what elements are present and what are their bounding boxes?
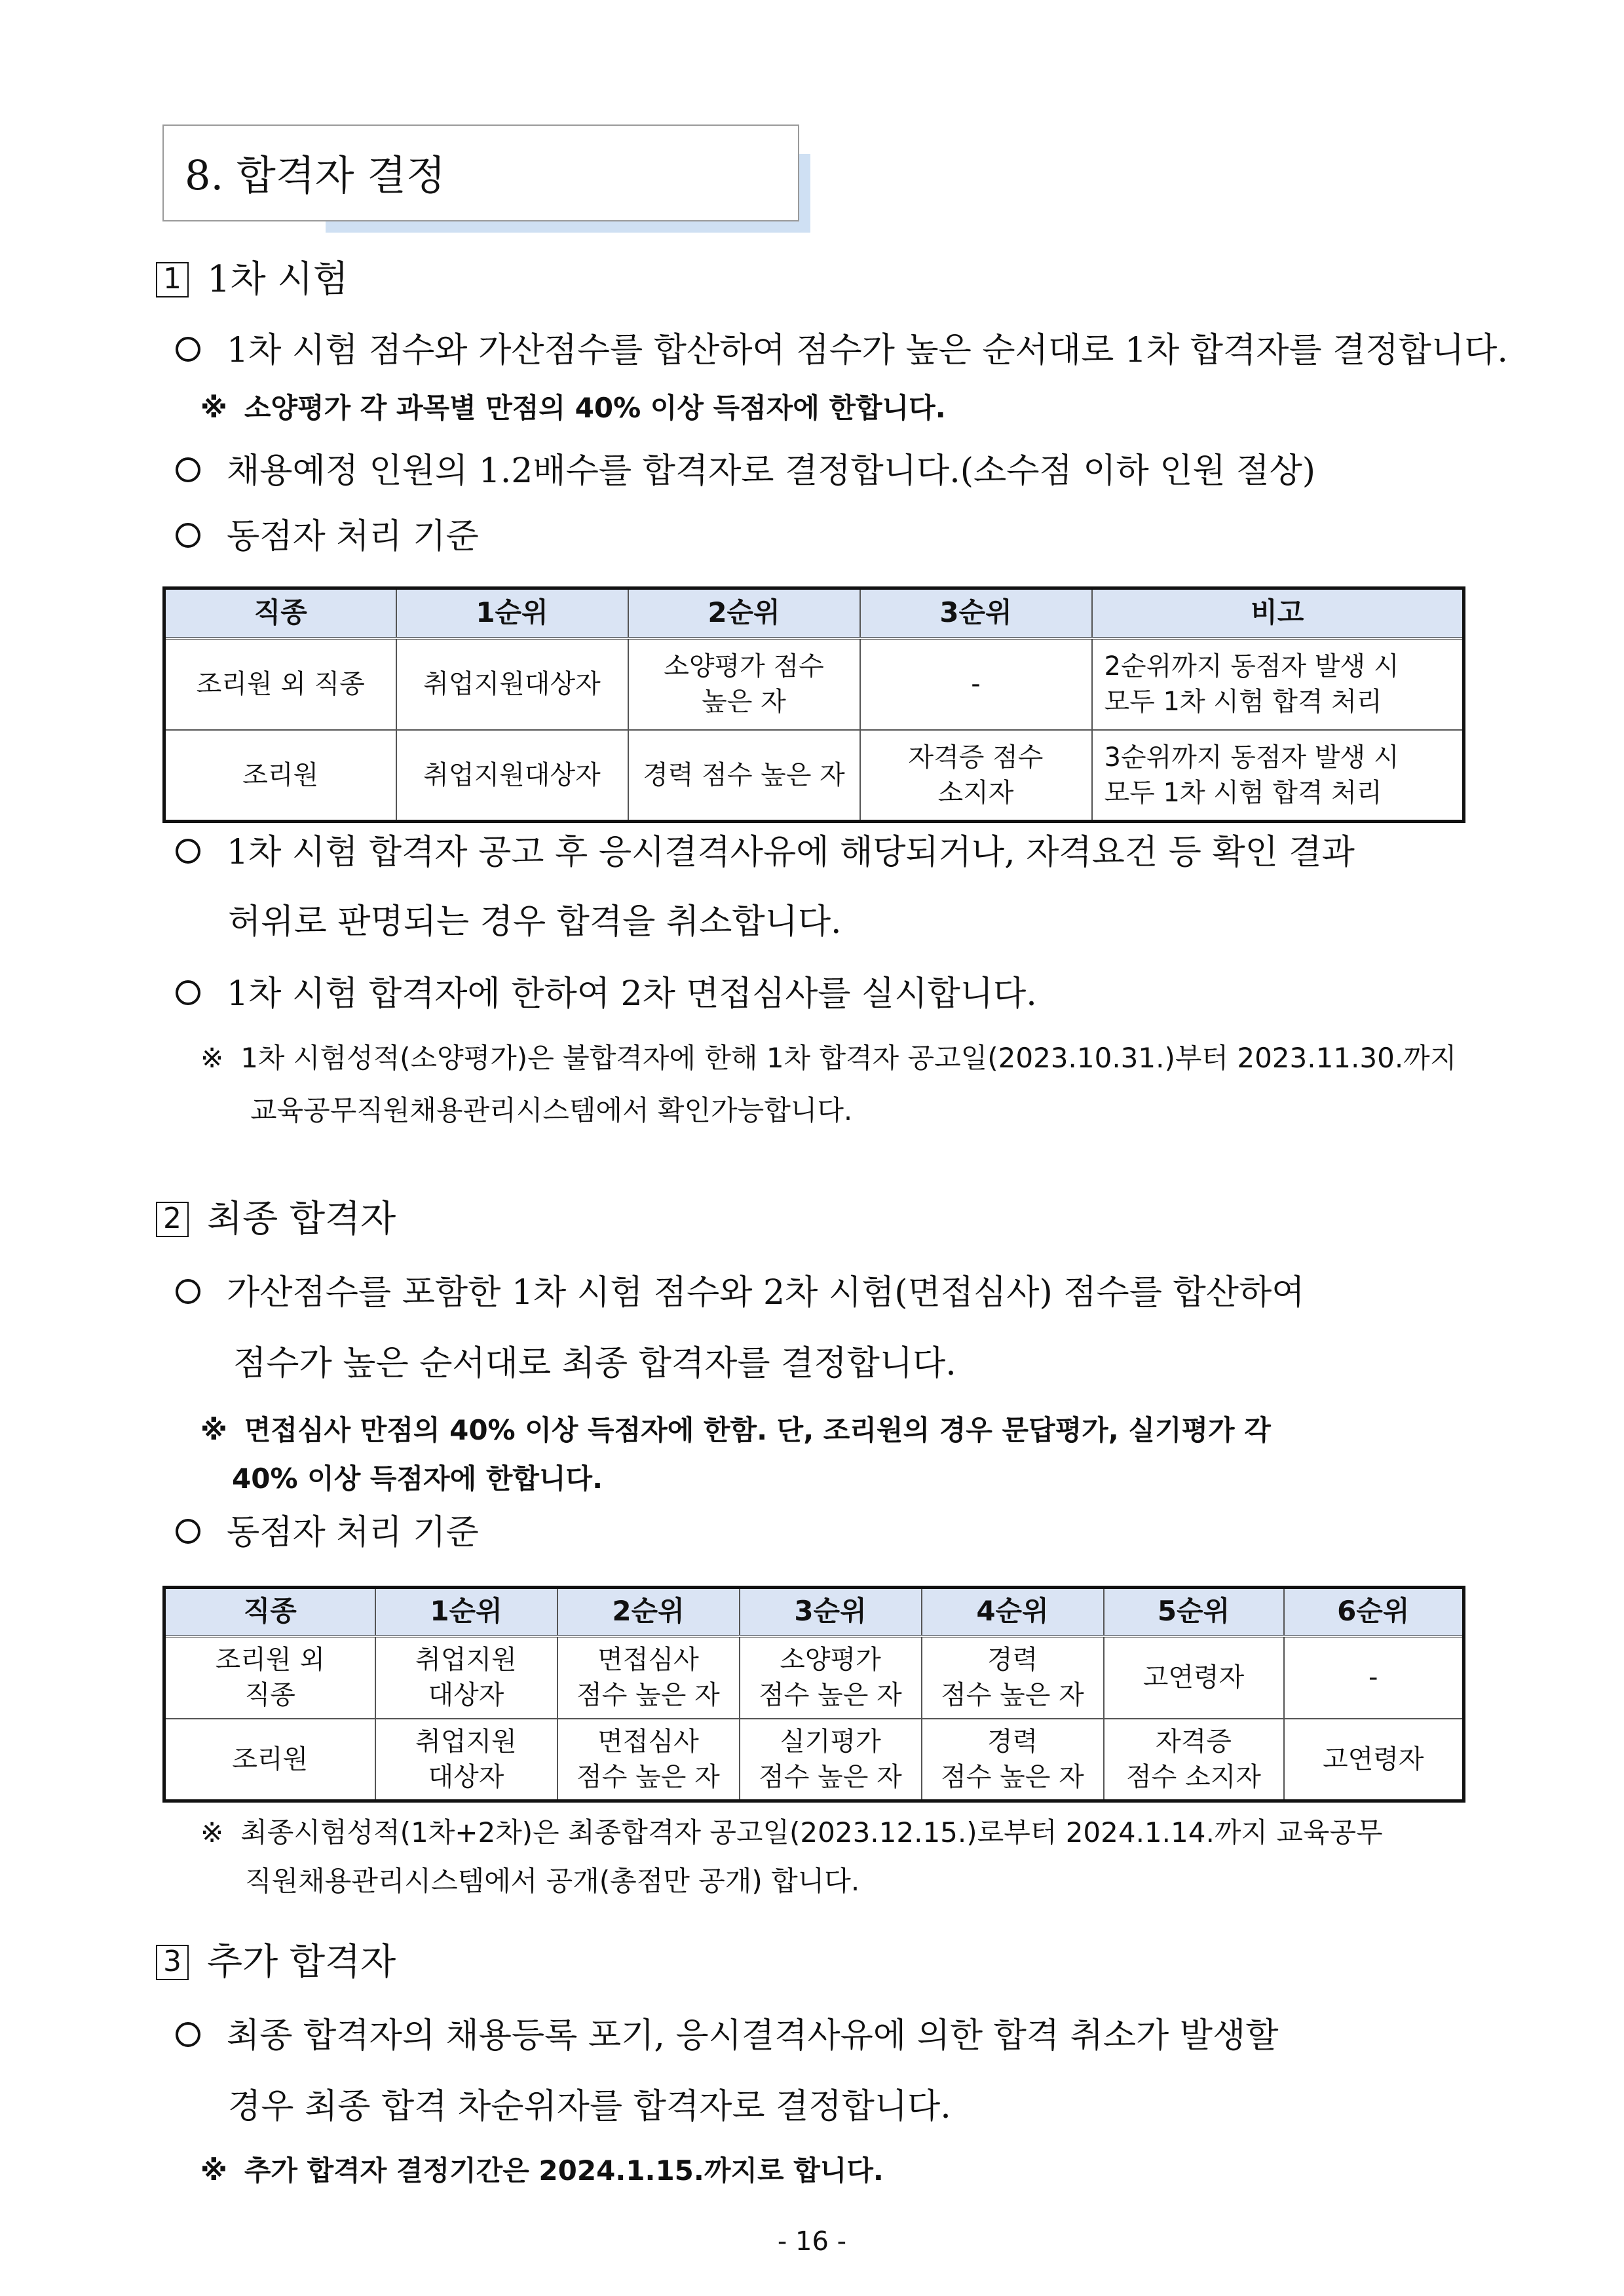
t2-header-rank6: 6순위 [1284, 1588, 1464, 1636]
s1-bullet-2: 채용예정 인원의 1.2배수를 합격자로 결정합니다.(소수점 이하 인원 절상) [176, 443, 1315, 492]
table-row: 조리원 외 직종 취업지원 대상자 면접심사 점수 높은 자 소양평가 점수 높은 자 경력 점수 높은 자 고연령자 - [164, 1636, 1464, 1719]
section-3-number: 3 [156, 1945, 189, 1980]
s2-note-1: ※ 면접심사 만점의 40% 이상 득점자에 한함. 단, 조리원의 경우 문답평가, 실기평가 각 [200, 1414, 1271, 1446]
section-2-number: 2 [156, 1202, 189, 1237]
section-3-title: 추가 합격자 [207, 1941, 396, 1983]
note-mark-icon: ※ [200, 1414, 227, 1446]
tie-break-table-2 [162, 1586, 1465, 1803]
tie-break-table-1 [162, 586, 1465, 823]
table-row: 조리원 취업지원 대상자 면접심사 점수 높은 자 실기평가 점수 높은 자 경력 점수 높은 자 자격증 점수 소지자 고연령자 [164, 1719, 1464, 1801]
s1-bullet-3: 동점자 처리 기준 [176, 508, 479, 558]
circle-bullet-icon [176, 523, 200, 548]
circle-bullet-icon [176, 980, 200, 1005]
t1-header-rank2: 2순위 [628, 588, 860, 638]
s2-note-1-cont: 40% 이상 득점자에 한합니다. [232, 1463, 603, 1495]
s1-bullet-1: 1차 시험 점수와 가산점수를 합산하여 점수가 높은 순서대로 1차 합격자를 결정합니다. [176, 322, 1508, 372]
circle-bullet-icon [176, 457, 200, 482]
note-mark-icon: ※ [200, 2154, 227, 2187]
s3-bullet-1: 최종 합격자의 채용등록 포기, 응시결격사유에 의한 합격 취소가 발생할 [176, 2008, 1279, 2057]
circle-bullet-icon [176, 337, 200, 362]
note-mark-icon: ※ [200, 1042, 224, 1074]
t2-header-rank2: 2순위 [557, 1588, 740, 1636]
t1-header-job: 직종 [164, 588, 396, 638]
s1-bullet-4: 1차 시험 합격자 공고 후 응시결격사유에 해당되거나, 자격요건 등 확인 결과 [176, 824, 1355, 873]
t1-header-memo: 비고 [1092, 588, 1464, 638]
section-3-heading [156, 1933, 396, 1985]
t2-header-rank1: 1순위 [375, 1588, 557, 1636]
table-row: 조리원 외 직종 취업지원대상자 소양평가 점수 높은 자 - 2순위까지 동점자 발생 시 모두 1차 시험 합격 처리 [164, 638, 1464, 730]
s1-bullet-4-cont: 허위로 판명되는 경우 합격을 취소합니다. [228, 902, 842, 942]
note-mark-icon: ※ [200, 392, 227, 424]
s2-bullet-2: 동점자 처리 기준 [176, 1504, 479, 1554]
section-1-heading [156, 250, 349, 303]
circle-bullet-icon [176, 839, 200, 864]
section-title: 8. 합격자 결정 [185, 151, 446, 199]
circle-bullet-icon [176, 2022, 200, 2047]
s2-bullet-1: 가산점수를 포함한 1차 시험 점수와 2차 시험(면접심사) 점수를 합산하여 [176, 1265, 1304, 1314]
page-number: - 16 - [777, 2227, 847, 2257]
s1-note-1: ※ 소양평가 각 과목별 만점의 40% 이상 득점자에 한합니다. [200, 392, 946, 424]
s2-bullet-1-cont: 점수가 높은 순서대로 최종 합격자를 결정합니다. [233, 1344, 956, 1383]
t1-header-rank3: 3순위 [860, 588, 1092, 638]
section-1-title: 1차 시험 [207, 258, 349, 301]
t1-header-rank1: 1순위 [396, 588, 628, 638]
section-2-heading [156, 1190, 396, 1242]
s3-note-1: ※ 추가 합격자 결정기간은 2024.1.15.까지로 합니다. [200, 2154, 884, 2187]
table-row: 조리원 취업지원대상자 경력 점수 높은 자 자격증 점수 소지자 3순위까지 동점자 발생 시 모두 1차 시험 합격 처리 [164, 730, 1464, 822]
s1-note-2: ※ 1차 시험성적(소양평가)은 불합격자에 한해 1차 합격자 공고일(2023.10.31.)부터 2023.11.30.까지 [200, 1042, 1457, 1074]
s1-note-2-cont: 교육공무직원채용관리시스템에서 확인가능합니다. [250, 1094, 853, 1126]
note-mark-icon: ※ [200, 1816, 224, 1848]
s3-bullet-1-cont: 경우 최종 합격 차순위자를 합격자로 결정합니다. [228, 2087, 951, 2126]
t2-header-rank3: 3순위 [740, 1588, 922, 1636]
s2-note-2: ※ 최종시험성적(1차+2차)은 최종합격자 공고일(2023.12.15.)로부터 2024.1.14.까지 교육공무 [200, 1816, 1383, 1848]
s2-note-2-cont: 직원채용관리시스템에서 공개(총점만 공개) 합니다. [245, 1865, 860, 1897]
circle-bullet-icon [176, 1519, 200, 1544]
t2-header-rank5: 5순위 [1104, 1588, 1284, 1636]
circle-bullet-icon [176, 1279, 200, 1304]
t2-header-rank4: 4순위 [922, 1588, 1104, 1636]
section-2-title: 최종 합격자 [207, 1198, 396, 1240]
s1-bullet-5: 1차 시험 합격자에 한하여 2차 면접심사를 실시합니다. [176, 966, 1037, 1015]
t2-header-job: 직종 [164, 1588, 375, 1636]
section-1-number: 1 [156, 262, 189, 297]
